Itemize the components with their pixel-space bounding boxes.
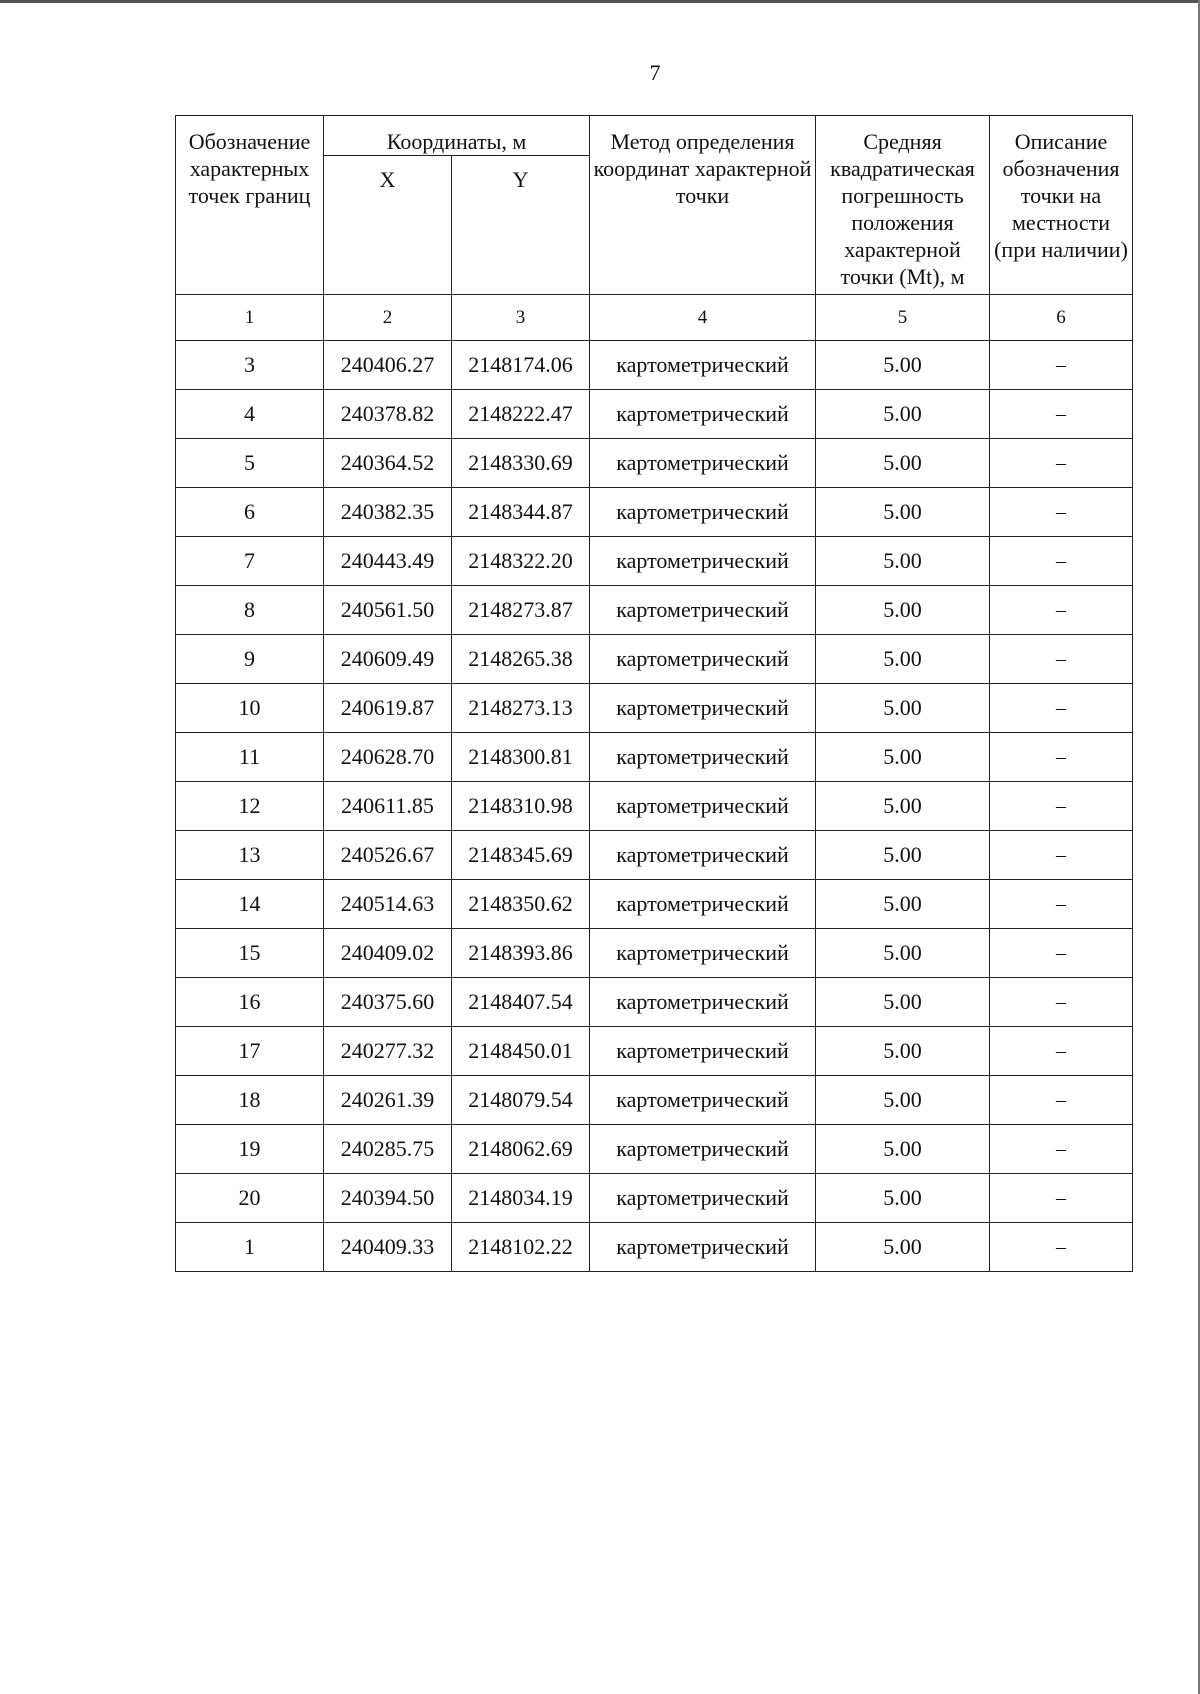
- table-row: [176, 1174, 1133, 1223]
- cell-error: 5.00: [816, 439, 990, 488]
- cell-point: 7: [176, 537, 324, 586]
- page-number: 7: [649, 60, 661, 85]
- cell-point: 18: [176, 1076, 324, 1125]
- cell-method: картометрический: [590, 488, 816, 537]
- cell-description: –: [990, 341, 1133, 390]
- cell-x: 240526.67: [324, 831, 452, 880]
- table-row: [176, 1076, 1133, 1125]
- cell-x: 240609.49: [324, 635, 452, 684]
- cell-method: картометрический: [590, 782, 816, 831]
- cell-method: картометрический: [590, 880, 816, 929]
- header-description: Описание обозначения точки на местности (при наличии): [990, 116, 1133, 295]
- cell-point: 17: [176, 1027, 324, 1076]
- cell-error: 5.00: [816, 1027, 990, 1076]
- cell-y: 2148062.69: [452, 1125, 590, 1174]
- cell-y: 2148393.86: [452, 929, 590, 978]
- cell-description: –: [990, 733, 1133, 782]
- cell-description: –: [990, 439, 1133, 488]
- column-number: 1: [176, 295, 324, 341]
- cell-description: –: [990, 1174, 1133, 1223]
- cell-method: картометрический: [590, 537, 816, 586]
- cell-method: картометрический: [590, 684, 816, 733]
- cell-y: 2148345.69: [452, 831, 590, 880]
- cell-x: 240394.50: [324, 1174, 452, 1223]
- cell-y: 2148330.69: [452, 439, 590, 488]
- cell-error: 5.00: [816, 978, 990, 1027]
- cell-error: 5.00: [816, 880, 990, 929]
- header-coordinates: Координаты, м: [324, 116, 590, 156]
- cell-method: картометрический: [590, 1027, 816, 1076]
- cell-error: 5.00: [816, 341, 990, 390]
- cell-x: 240285.75: [324, 1125, 452, 1174]
- table-row: [176, 635, 1133, 684]
- cell-description: –: [990, 1223, 1133, 1272]
- cell-point: 4: [176, 390, 324, 439]
- header-point: Обозначение характерных точек границ: [176, 116, 324, 295]
- cell-x: 240409.33: [324, 1223, 452, 1272]
- cell-y: 2148102.22: [452, 1223, 590, 1272]
- table-row: [176, 341, 1133, 390]
- cell-x: 240406.27: [324, 341, 452, 390]
- table-row: [176, 537, 1133, 586]
- cell-description: –: [990, 1027, 1133, 1076]
- cell-y: 2148350.62: [452, 880, 590, 929]
- cell-description: –: [990, 978, 1133, 1027]
- cell-y: 2148407.54: [452, 978, 590, 1027]
- header-method: Метод определения координат характерной точки: [590, 116, 816, 295]
- cell-y: 2148265.38: [452, 635, 590, 684]
- cell-y: 2148079.54: [452, 1076, 590, 1125]
- cell-description: –: [990, 488, 1133, 537]
- cell-y: 2148344.87: [452, 488, 590, 537]
- table-row: [176, 390, 1133, 439]
- table-row: [176, 1125, 1133, 1174]
- cell-point: 19: [176, 1125, 324, 1174]
- cell-x: 240364.52: [324, 439, 452, 488]
- cell-method: картометрический: [590, 1174, 816, 1223]
- table-row: [176, 831, 1133, 880]
- cell-error: 5.00: [816, 1174, 990, 1223]
- cell-x: 240261.39: [324, 1076, 452, 1125]
- table-row: [176, 684, 1133, 733]
- table-row: [176, 586, 1133, 635]
- cell-error: 5.00: [816, 831, 990, 880]
- table-row: [176, 782, 1133, 831]
- cell-method: картометрический: [590, 586, 816, 635]
- cell-method: картометрический: [590, 635, 816, 684]
- cell-description: –: [990, 537, 1133, 586]
- cell-description: –: [990, 1125, 1133, 1174]
- cell-y: 2148174.06: [452, 341, 590, 390]
- cell-method: картометрический: [590, 390, 816, 439]
- cell-error: 5.00: [816, 684, 990, 733]
- cell-method: картометрический: [590, 831, 816, 880]
- cell-point: 1: [176, 1223, 324, 1272]
- column-number: 3: [452, 295, 590, 341]
- column-number: 4: [590, 295, 816, 341]
- cell-error: 5.00: [816, 586, 990, 635]
- cell-x: 240382.35: [324, 488, 452, 537]
- cell-y: 2148450.01: [452, 1027, 590, 1076]
- cell-x: 240375.60: [324, 978, 452, 1027]
- cell-method: картометрический: [590, 929, 816, 978]
- cell-error: 5.00: [816, 929, 990, 978]
- cell-description: –: [990, 684, 1133, 733]
- table-row: [176, 488, 1133, 537]
- cell-point: 5: [176, 439, 324, 488]
- cell-description: –: [990, 586, 1133, 635]
- cell-error: 5.00: [816, 1125, 990, 1174]
- cell-error: 5.00: [816, 782, 990, 831]
- table-row: [176, 929, 1133, 978]
- cell-x: 240443.49: [324, 537, 452, 586]
- page-border-top: [0, 0, 1200, 3]
- cell-error: 5.00: [816, 733, 990, 782]
- cell-y: 2148034.19: [452, 1174, 590, 1223]
- cell-error: 5.00: [816, 488, 990, 537]
- header-y: Y: [452, 156, 590, 295]
- cell-x: 240277.32: [324, 1027, 452, 1076]
- cell-point: 6: [176, 488, 324, 537]
- cell-description: –: [990, 831, 1133, 880]
- cell-point: 14: [176, 880, 324, 929]
- table-row: [176, 1027, 1133, 1076]
- column-number: 6: [990, 295, 1133, 341]
- cell-description: –: [990, 782, 1133, 831]
- cell-x: 240619.87: [324, 684, 452, 733]
- cell-x: 240561.50: [324, 586, 452, 635]
- cell-y: 2148322.20: [452, 537, 590, 586]
- cell-point: 8: [176, 586, 324, 635]
- table-row: [176, 1223, 1133, 1272]
- cell-method: картометрический: [590, 733, 816, 782]
- cell-x: 240611.85: [324, 782, 452, 831]
- cell-description: –: [990, 390, 1133, 439]
- cell-point: 12: [176, 782, 324, 831]
- cell-method: картометрический: [590, 1125, 816, 1174]
- cell-y: 2148273.87: [452, 586, 590, 635]
- cell-x: 240378.82: [324, 390, 452, 439]
- column-number-row: [176, 295, 1133, 341]
- cell-method: картометрический: [590, 341, 816, 390]
- cell-x: 240514.63: [324, 880, 452, 929]
- cell-x: 240409.02: [324, 929, 452, 978]
- cell-point: 11: [176, 733, 324, 782]
- header-error: Средняя квадратическая погрешность положения характерной точки (Mt), м: [816, 116, 990, 295]
- cell-point: 13: [176, 831, 324, 880]
- coordinates-table: [175, 115, 1133, 1272]
- cell-point: 10: [176, 684, 324, 733]
- cell-y: 2148273.13: [452, 684, 590, 733]
- table-row: [176, 978, 1133, 1027]
- cell-method: картометрический: [590, 978, 816, 1027]
- table-row: [176, 439, 1133, 488]
- cell-point: 16: [176, 978, 324, 1027]
- column-number: 2: [324, 295, 452, 341]
- cell-description: –: [990, 635, 1133, 684]
- cell-error: 5.00: [816, 537, 990, 586]
- cell-point: 3: [176, 341, 324, 390]
- cell-point: 15: [176, 929, 324, 978]
- cell-y: 2148300.81: [452, 733, 590, 782]
- cell-point: 20: [176, 1174, 324, 1223]
- cell-error: 5.00: [816, 1076, 990, 1125]
- header-x: X: [324, 156, 452, 295]
- cell-method: картометрический: [590, 439, 816, 488]
- cell-error: 5.00: [816, 635, 990, 684]
- table-body: [176, 341, 1133, 1272]
- cell-x: 240628.70: [324, 733, 452, 782]
- cell-description: –: [990, 1076, 1133, 1125]
- table-row: [176, 880, 1133, 929]
- cell-point: 9: [176, 635, 324, 684]
- table-row: [176, 733, 1133, 782]
- cell-description: –: [990, 880, 1133, 929]
- cell-y: 2148310.98: [452, 782, 590, 831]
- cell-method: картометрический: [590, 1076, 816, 1125]
- column-number: 5: [816, 295, 990, 341]
- cell-method: картометрический: [590, 1223, 816, 1272]
- cell-error: 5.00: [816, 1223, 990, 1272]
- cell-y: 2148222.47: [452, 390, 590, 439]
- table-header: [176, 116, 1133, 341]
- cell-error: 5.00: [816, 390, 990, 439]
- cell-description: –: [990, 929, 1133, 978]
